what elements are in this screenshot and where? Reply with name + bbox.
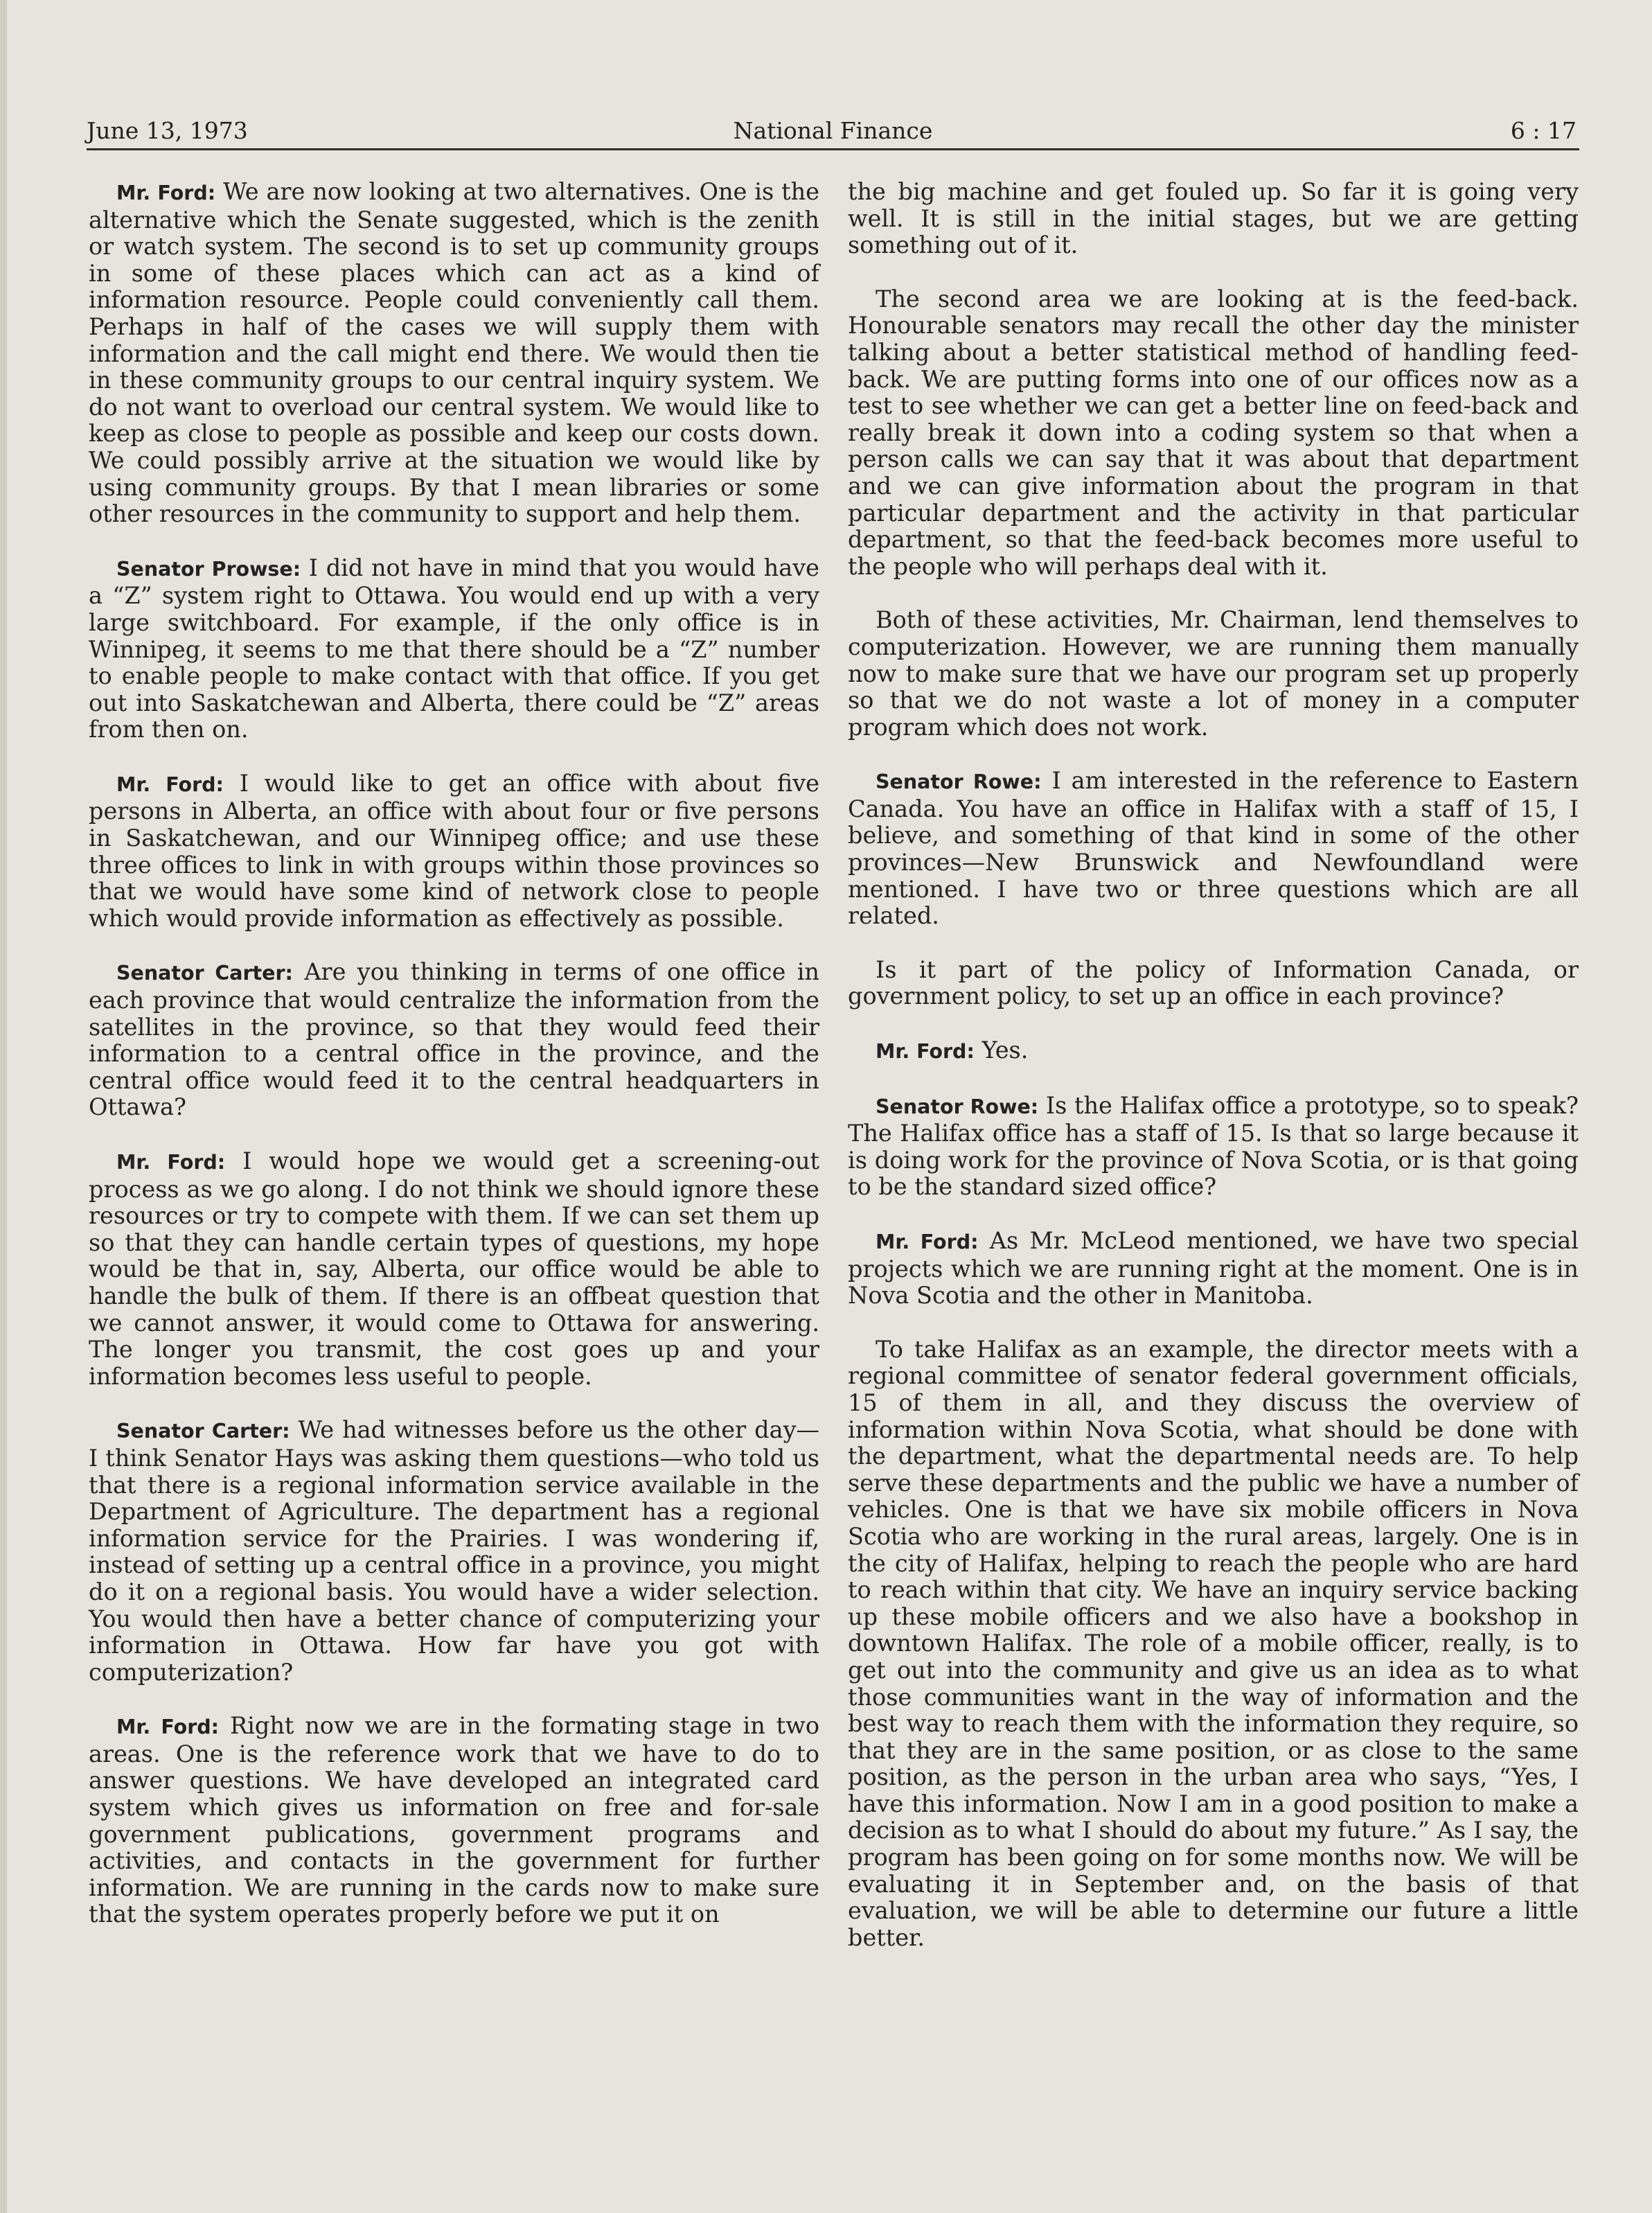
paragraph [848,1037,1579,1066]
speaker-name: Mr. Ford: [116,1716,220,1739]
paragraph [848,768,1579,930]
right-column [848,179,1579,1978]
paragraph-text: Both of these activities, Mr. Chairman, lend themselves to computerization. However, we are running them manually now to make sure that we have our program set up properly so that we do not waste a lot of money in a computer program which does not work. [848,606,1579,741]
speaker-name: Mr. Ford: [876,1231,979,1253]
paragraph-text: the big machine and get fouled up. So far it is going very well. It is still in the initial stages, but we are getting something out of it. [848,178,1579,259]
page-header [87,109,1579,150]
speaker-name: Mr. Ford: [116,1151,226,1174]
paragraph-text: I would hope we would get a screening-out process as we go along. I do not think we should ignore these resources or try to compete with them. If we can set them up so that they can handle certain types of questions, my hope would be that in, say, Alberta, our office would be able to handle the bulk of them. If there is an offbeat question that we cannot answer, it would come to Ottawa for answering. The longer you transmit, the cost goes up and your information becomes less useful to people. [89,1147,819,1390]
paragraph-text: I did not have in mind that you would have a “Z” system right to Ottawa. You would end up with a very large switchboard. For example, if the only office is in Winnipeg, it seems to me that there should be a “Z” number to enable people to make contact with that office. If you get out into Saskatchewan and Alberta, there could be “Z” areas from then on. [89,554,819,743]
paragraph-text: We are now looking at two alternatives. One is the alternative which the Senate suggested, which is the zenith or watch system. The second is to set up community groups in some of these places which can act as a kind of information resource. People could conveniently call them. Perhaps in half of the cases we will supply them with information and the call might end there. We would then tie in these community groups to our central inquiry system. We do not want to overload our central system. We would like to keep as close to people as possible and keep our costs down. We could possibly arrive at the situation we would like by using community groups. By that I mean libraries or some other resources in the community to support and help them. [89,178,819,528]
speaker-name: Senator Rowe: [876,770,1042,794]
paragraph [848,286,1579,581]
paragraph-text: Is the Halifax office a prototype, so to speak? The Halifax office has a staff of 15. Is that so large because it is doing work for the province of Nova Scotia, or is that going to be the standard sized office? [848,1091,1579,1201]
speaker-name: Mr. Ford: [876,1040,975,1064]
paragraph [848,179,1579,259]
paragraph-text: Are you thinking in terms of one office in each province that would centralize the information from the satellites in the province, so that they would feed their information to a central office in the province, and the central office would feed it to the central headquarters in Ottawa? [89,958,819,1121]
speaker-name: Senator Carter: [116,962,293,985]
paragraph-text: Yes. [982,1037,1029,1064]
paragraph [89,1713,819,1928]
speaker-name: Senator Carter: [116,1420,290,1443]
paragraph [89,179,819,528]
header-date: June 13, 1973 [87,117,248,144]
paragraph-text: As Mr. McLeod mentioned, we have two special projects which we are running right at the moment. One is in Nova Scotia and the other in Manitoba. [848,1227,1579,1310]
paragraph-text: The second area we are looking at is the feed-back. Honourable senators may recall the other day the minister talking about a better statistical method of handling feed-back. We are putting forms into one of our offices now as a test to see whether we can get a better line on feed-back and really break it down into a coding system so that when a person calls we can say that it was about that department and we can give information about the program in that particular department and the activity in that particular department, so that the feed-back becomes more useful to the people who will perhaps deal with it. [848,285,1579,580]
paragraph [848,1337,1579,1952]
paragraph [89,1148,819,1390]
paragraph [848,957,1579,1010]
speaker-name: Senator Prowse: [116,557,301,581]
paragraph [89,770,819,933]
left-column [89,179,819,1955]
header-page-number: 6 : 17 [1510,117,1576,144]
speaker-name: Mr. Ford: [116,773,224,796]
paragraph-text: Is it part of the policy of Information Canada, or government policy, to set up an office in each province? [848,955,1579,1010]
paragraph [89,959,819,1121]
paragraph-text: We had witnesses before us the other day—I think Senator Hays was asking them questions—who told us that there is a regional information service available in the Department of Agriculture. The department has a regional information service for the Prairies. I was wondering if, instead of setting up a central office in a province, you might do it on a regional basis. You would have a wider selection. You would then have a better chance of computerizing your information in Ottawa. How far have you got with computerization? [89,1416,819,1686]
paragraph [848,607,1579,741]
paragraph-text: Right now we are in the formating stage in two areas. One is the reference work that we have to do to answer questions. We have developed an integrated card system which gives us information on free and for-sale government publications, government programs and activities, and contacts in the government for further information. We are running in the cards now to make sure that the system operates properly before we put it on [89,1712,819,1928]
paragraph-text: To take Halifax as an example, the director meets with a regional committee of senator federal government officials, 15 of them in all, and they discuss the overview of information within Nova Scotia, what should be done with the department, what the departmental needs are. To help serve these departments and the public we have a number of vehicles. One is that we have six mobile officers in Nova Scotia who are working in the rural areas, largely. One is in the city of Halifax, helping to reach the people who are hard to reach within that city. We have an inquiry service backing up these mobile officers and we also have a bookshop in downtown Halifax. The role of a mobile officer, really, is to get out into the community and give us an idea as to what those communities want in the way of information and the best way to reach them with the information they require, so that they are in the same position, or as close to the same position, as the person in the urban area who says, “Yes, I have this information. Now I am in a good position to make a decision as to what I should do about my future.” As I say, the program has been going on for some months now. We will be evaluating it in September and, on the basis of that evaluation, we will be able to determine our future a little better. [848,1335,1579,1951]
paragraph [89,1417,819,1686]
paragraph-text: I am interested in the reference to Eastern Canada. You have an office in Halifax with a staff of 15, I believe, and something of that kind in some of the other provinces—New Brunswick and Newfoundland were mentioned. I have two or three questions which are all related. [848,767,1579,930]
speaker-name: Senator Rowe: [876,1095,1039,1118]
paragraph [848,1093,1579,1201]
paragraph [89,555,819,743]
header-title: National Finance [733,117,933,144]
paragraph-text: I would like to get an office with about five persons in Alberta, an office with about four or five persons in Saskatchewan, and our Winnipeg office; and use these three offices to link in with groups within those provinces so that we would have some kind of network close to people which would provide information as effectively as possible. [89,769,819,932]
speaker-name: Mr. Ford: [116,182,216,204]
paragraph [848,1228,1579,1310]
